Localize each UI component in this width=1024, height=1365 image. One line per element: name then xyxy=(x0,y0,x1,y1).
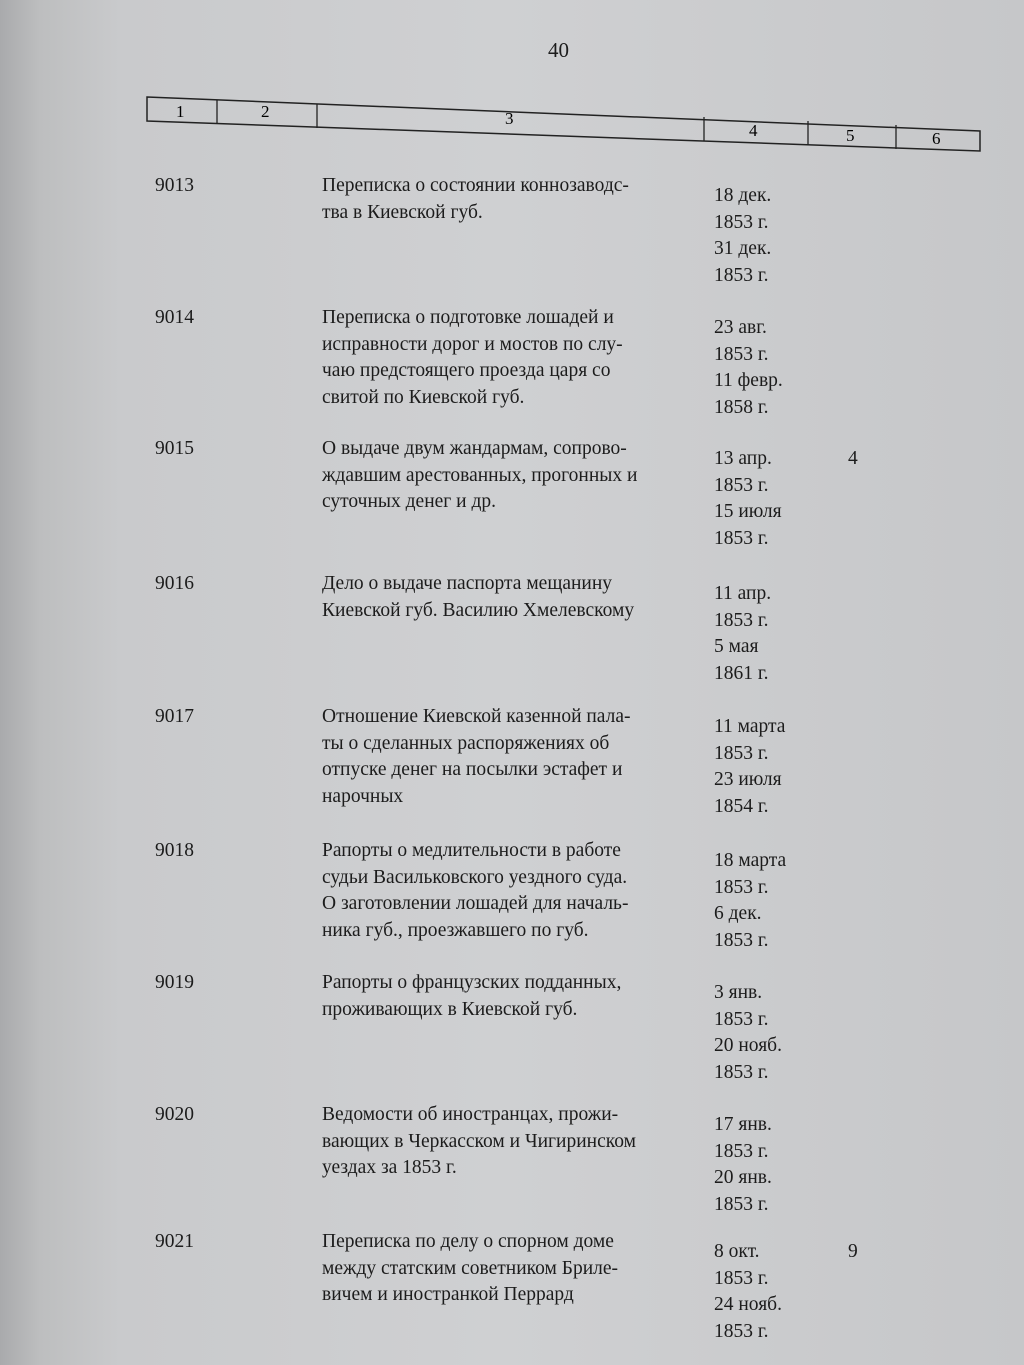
record-number: 9017 xyxy=(155,706,194,727)
record-dates: 17 янв. 1853 г. 20 янв. 1853 г. xyxy=(714,1114,772,1215)
record-number: 9013 xyxy=(155,175,194,196)
record-number: 9021 xyxy=(155,1231,194,1252)
record-description: Переписка по делу о спорном доме между статским советником Бриле- вичем и иностранкой Перрард xyxy=(322,1231,619,1305)
record-dates: 13 апр. 1853 г. 15 июля 1853 г. xyxy=(714,448,782,549)
record-number: 9020 xyxy=(155,1104,194,1125)
record-dates: 11 апр. 1853 г. 5 мая 1861 г. xyxy=(714,583,772,684)
header-col-4: 4 xyxy=(749,121,758,140)
record-number: 9015 xyxy=(155,438,194,459)
record-description: Переписка о подготовке лошадей и исправности дорог и мостов по слу- чаю предстоящего проезда царя со свитой по Киевской губ. xyxy=(322,307,623,408)
record-description: Рапорты о медлительности в работе судьи Васильковского уездного суда. О заготовлении лошадей для началь- ника губ., проезжавшего по губ. xyxy=(322,840,629,941)
record-sheet-count: 4 xyxy=(848,448,858,469)
header-col-3: 3 xyxy=(505,109,514,128)
record-number: 9014 xyxy=(155,307,194,328)
record-dates: 18 дек. 1853 г. 31 дек. 1853 г. xyxy=(714,185,772,286)
record-description: О выдаче двум жандармам, сопрово- ждавшим арестованных, прогонных и суточных денег и др. xyxy=(322,438,638,512)
page-number: 40 xyxy=(548,38,569,62)
header-col-1: 1 xyxy=(176,102,185,121)
record-number: 9016 xyxy=(155,573,194,594)
record-description: Дело о выдаче паспорта мещанину Киевской губ. Василию Хмелевскому xyxy=(322,573,635,621)
record-dates: 3 янв. 1853 г. 20 нояб. 1853 г. xyxy=(714,982,782,1083)
record-dates: 23 авг. 1853 г. 11 февр. 1858 г. xyxy=(714,317,783,418)
record-dates: 18 марта 1853 г. 6 дек. 1853 г. xyxy=(714,850,787,951)
record-number: 9019 xyxy=(155,972,194,993)
record-number: 9018 xyxy=(155,840,194,861)
header-col-6: 6 xyxy=(932,129,941,148)
record-sheet-count: 9 xyxy=(848,1241,858,1262)
record-description: Рапорты о французских подданных, проживающих в Киевской губ. xyxy=(322,972,622,1020)
table-header xyxy=(0,0,1024,170)
header-col-5: 5 xyxy=(846,126,855,145)
header-col-2: 2 xyxy=(261,102,270,121)
record-dates: 11 марта 1853 г. 23 июля 1854 г. xyxy=(714,716,786,817)
record-description: Отношение Киевской казенной пала- ты о сделанных распоряжениях об отпуске денег на посылки эстафет и нарочных xyxy=(322,706,631,807)
record-description: Ведомости об иностранцах, прожи- вающих в Черкасском и Чигиринском уездах за 1853 г. xyxy=(322,1104,636,1178)
record-dates: 8 окт. 1853 г. 24 нояб. 1853 г. xyxy=(714,1241,782,1342)
record-description: Переписка о состоянии коннозаводс- тва в Киевской губ. xyxy=(322,175,629,223)
